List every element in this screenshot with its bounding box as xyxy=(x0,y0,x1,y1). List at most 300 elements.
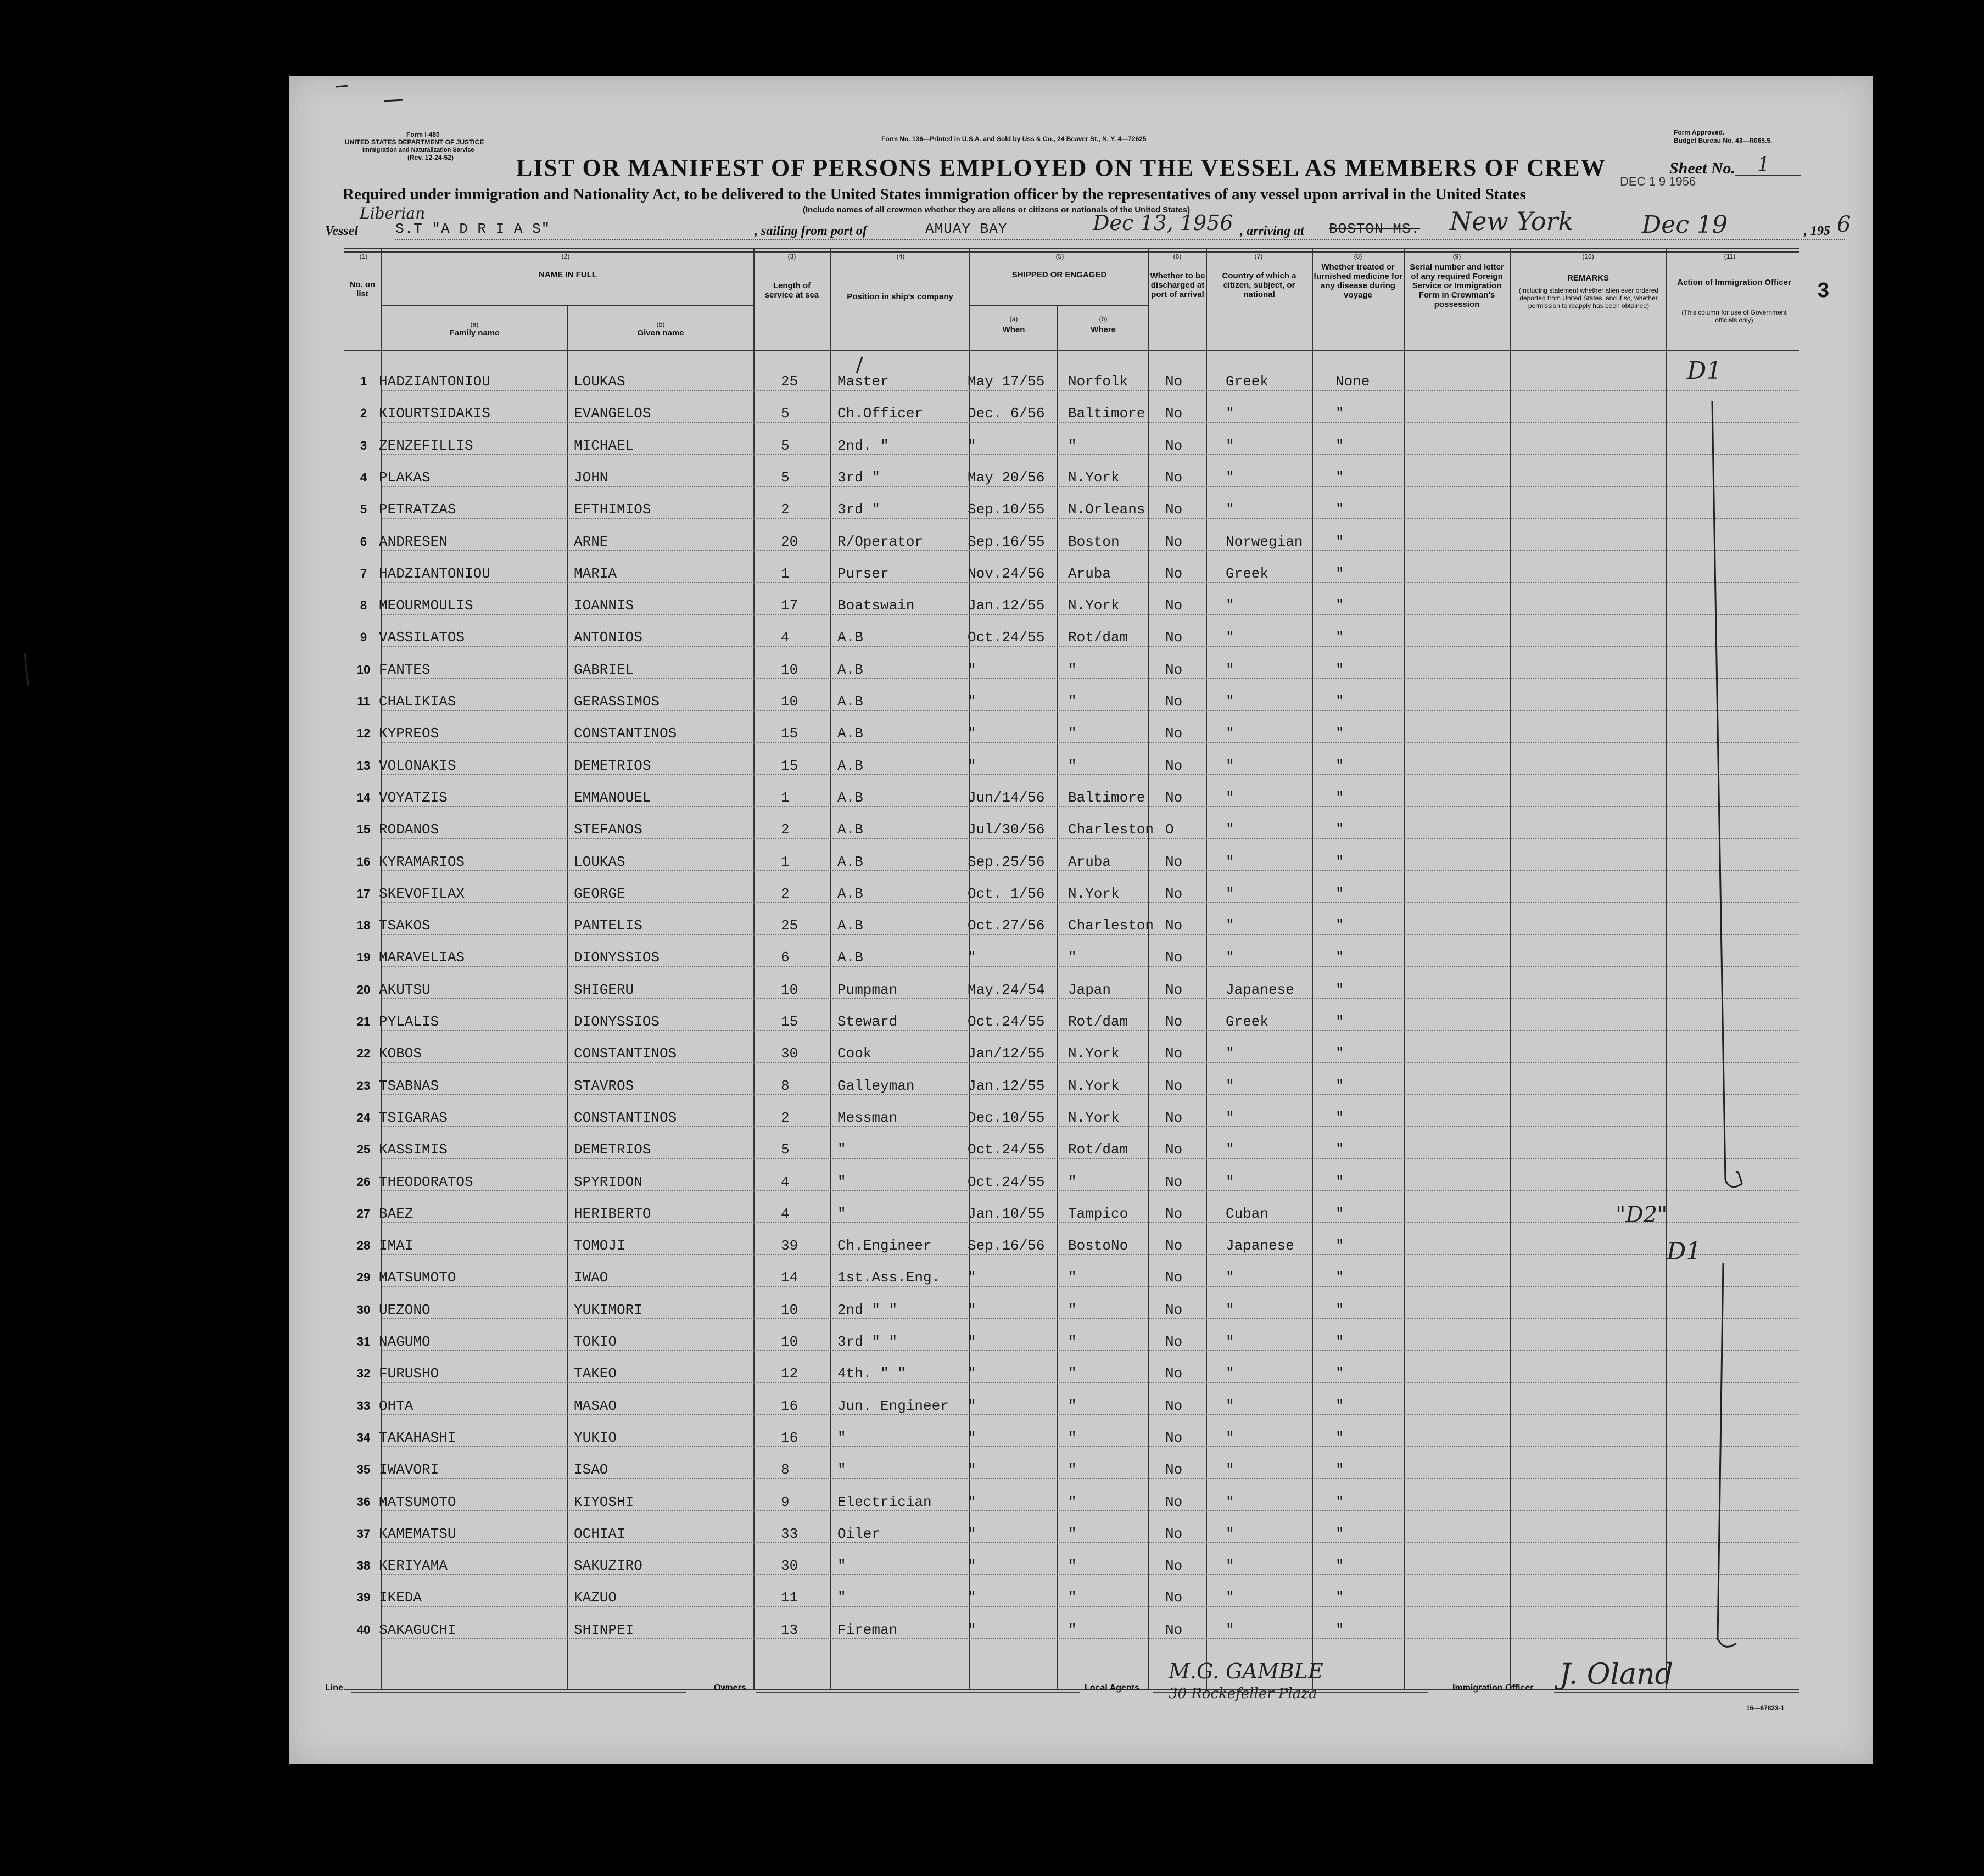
row-number: 29 xyxy=(356,1270,371,1284)
cell-given: GABRIEL xyxy=(574,662,634,678)
cell-length: 16 xyxy=(781,1398,798,1414)
footer-owners-label: Owners xyxy=(714,1683,746,1693)
cell-where: Aruba xyxy=(1068,854,1111,870)
printer-line: Form No. 136—Printed in U.S.A. and Sold by Uss & Co., 24 Beaver St., N. Y. 4—72625 xyxy=(881,135,1147,143)
footer-form-code: 16—67823-1 xyxy=(1746,1704,1785,1712)
cell-position: Oiler xyxy=(837,1526,881,1542)
cell-length: 15 xyxy=(781,1013,798,1030)
cell-treated: " xyxy=(1335,629,1344,646)
cell-treated: None xyxy=(1335,373,1370,390)
scribble-top-left-1 xyxy=(336,86,348,87)
cell-given: OCHIAI xyxy=(574,1526,625,1542)
cell-discharge: No xyxy=(1165,1206,1183,1222)
footer-owners-rule xyxy=(756,1692,1080,1693)
cell-discharge: No xyxy=(1165,917,1183,934)
cell-when: " xyxy=(968,725,976,742)
header-given-name: Given name xyxy=(637,328,684,338)
cell-given: LOUKAS xyxy=(574,373,625,390)
row-number: 12 xyxy=(356,726,371,740)
cell-discharge: No xyxy=(1165,597,1183,614)
footer-agents-label: Local Agents xyxy=(1085,1683,1139,1693)
cell-country: " xyxy=(1226,1334,1234,1350)
cell-given: SPYRIDON xyxy=(574,1174,642,1190)
cell-country: " xyxy=(1226,597,1234,614)
cell-treated: " xyxy=(1335,1078,1344,1094)
cell-given: DIONYSSIOS xyxy=(574,949,660,966)
cell-treated: " xyxy=(1335,534,1344,550)
cell-length: 2 xyxy=(781,501,790,518)
cell-country: " xyxy=(1226,1430,1234,1446)
cell-discharge: O xyxy=(1165,821,1174,838)
cell-length: 17 xyxy=(781,597,798,614)
cell-where: " xyxy=(1068,725,1077,742)
cell-given: PANTELIS xyxy=(574,917,642,934)
cell-position: Electrician xyxy=(837,1494,932,1510)
cell-where: N.York xyxy=(1068,1078,1120,1094)
cell-when: " xyxy=(968,1302,976,1318)
cell-length: 11 xyxy=(781,1589,798,1606)
include-note: (Include names of all crewmen whether they are aliens or citizens or nationals of the United States) xyxy=(803,205,1191,215)
cell-given: TAKEO xyxy=(574,1365,617,1382)
cell-given: ARNE xyxy=(574,534,608,550)
cell-position: Fireman xyxy=(837,1622,898,1638)
row-number: 35 xyxy=(356,1463,371,1476)
row-number: 32 xyxy=(356,1367,371,1380)
cell-family: FANTES xyxy=(379,662,431,678)
cell-discharge: No xyxy=(1165,1269,1183,1286)
cell-length: 13 xyxy=(781,1622,798,1638)
cell-where: N.York xyxy=(1068,597,1120,614)
cell-treated: " xyxy=(1335,438,1344,454)
cell-discharge: No xyxy=(1165,949,1183,966)
scribble-top-left-2 xyxy=(384,100,403,101)
cell-when: Sep.25/56 xyxy=(968,854,1045,870)
cell-position: 4th. " " xyxy=(837,1365,906,1382)
cell-country: " xyxy=(1226,501,1234,518)
cell-where: " xyxy=(1068,949,1077,966)
cell-family: KERIYAMA xyxy=(379,1558,448,1574)
cell-treated: " xyxy=(1335,597,1344,614)
cell-given: MASAO xyxy=(574,1398,617,1414)
header-no-on-list: No. on list xyxy=(349,280,376,299)
cell-where: N.York xyxy=(1068,1110,1120,1126)
row-number: 26 xyxy=(356,1175,371,1189)
cell-treated: " xyxy=(1335,1494,1344,1510)
cell-country: Japanese xyxy=(1226,1237,1294,1254)
cell-discharge: No xyxy=(1165,405,1183,422)
row-number: 17 xyxy=(356,887,371,900)
checkmark-stroke xyxy=(857,357,862,373)
cell-where: " xyxy=(1068,662,1077,678)
cell-position: R/Operator xyxy=(837,534,924,550)
cell-when: May.24/54 xyxy=(968,982,1045,998)
sailing-date: Dec 13, 1956 xyxy=(1093,211,1233,235)
vessel-name: S.T "A D R I A S" xyxy=(395,221,551,237)
header-position: Position in ship's company xyxy=(847,292,953,301)
cell-position: " xyxy=(837,1141,846,1158)
cell-discharge: No xyxy=(1165,1589,1183,1606)
cell-country: " xyxy=(1226,1494,1234,1510)
cell-given: CONSTANTINOS xyxy=(574,725,677,742)
cell-length: 5 xyxy=(781,469,790,486)
cell-country: " xyxy=(1226,949,1234,966)
cell-position: " xyxy=(837,1206,846,1222)
cell-length: 10 xyxy=(781,1334,798,1350)
cell-when: " xyxy=(968,949,976,966)
cell-discharge: No xyxy=(1165,1110,1183,1126)
action-bracket-2 xyxy=(1718,1263,1723,1639)
cell-given: GEORGE xyxy=(574,886,625,902)
row-number: 36 xyxy=(356,1495,371,1509)
cell-position: Master xyxy=(837,373,889,390)
row-number: 21 xyxy=(356,1015,371,1028)
col-num-8: (8) xyxy=(1354,253,1362,260)
cell-position: " xyxy=(837,1174,846,1190)
cell-family: AKUTSU xyxy=(379,982,431,998)
cell-where: Baltimore xyxy=(1068,789,1145,806)
cell-when: " xyxy=(968,1398,976,1414)
cell-treated: " xyxy=(1335,725,1344,742)
cell-discharge: No xyxy=(1165,1078,1183,1094)
cell-treated: " xyxy=(1335,565,1344,582)
flag-handwritten: Liberian xyxy=(360,204,426,222)
cell-family: MARAVELIAS xyxy=(379,949,465,966)
cell-treated: " xyxy=(1335,982,1344,998)
cell-length: 33 xyxy=(781,1526,798,1542)
vessel-label: Vessel xyxy=(325,224,358,238)
cell-position: 3rd " xyxy=(837,469,881,486)
row-number: 16 xyxy=(356,855,371,869)
cell-family: KAMEMATSU xyxy=(379,1526,456,1542)
sailing-label: , sailing from port of xyxy=(755,224,867,238)
cell-given: MICHAEL xyxy=(574,438,634,454)
row-number: 20 xyxy=(356,983,371,996)
header-action: Action of Immigration Officer xyxy=(1677,278,1791,287)
cell-country: " xyxy=(1226,1398,1234,1414)
cell-country: " xyxy=(1226,1461,1234,1478)
footer-officer-rule xyxy=(1554,1692,1799,1693)
header-discharged: Whether to be discharged at port of arrival xyxy=(1150,271,1205,299)
cell-position: 3rd " " xyxy=(837,1334,898,1350)
cell-country: " xyxy=(1226,854,1234,870)
cell-country: " xyxy=(1226,725,1234,742)
row-number: 33 xyxy=(356,1399,371,1413)
cell-given: EFTHIMIOS xyxy=(574,501,651,518)
cell-country: " xyxy=(1226,1589,1234,1606)
cell-treated: " xyxy=(1335,1045,1344,1062)
cell-country: Cuban xyxy=(1226,1206,1269,1222)
cell-discharge: No xyxy=(1165,1461,1183,1478)
cell-given: JOHN xyxy=(574,469,608,486)
cell-given: YUKIMORI xyxy=(574,1302,642,1318)
col-num-1: (1) xyxy=(359,253,368,260)
cell-when: Oct.27/56 xyxy=(968,917,1045,934)
cell-when: " xyxy=(968,1526,976,1542)
cell-family: KYRAMARIOS xyxy=(379,854,465,870)
cell-length: 2 xyxy=(781,886,790,902)
cell-position: A.B xyxy=(837,758,863,774)
row-number: 11 xyxy=(357,695,370,708)
cell-country: Japanese xyxy=(1226,982,1294,998)
cell-country: Norwegian xyxy=(1226,534,1303,550)
cell-treated: " xyxy=(1335,1461,1344,1478)
cell-position: A.B xyxy=(837,886,863,902)
cell-where: " xyxy=(1068,1461,1077,1478)
cell-when: " xyxy=(968,1622,976,1638)
row-number: 7 xyxy=(360,567,367,580)
cell-position: A.B xyxy=(837,693,863,710)
cell-where: " xyxy=(1068,1398,1077,1414)
action-mark-r1-mid: D1 xyxy=(1667,1237,1702,1265)
cell-where: " xyxy=(1068,1558,1077,1574)
cell-family: MEOURMOULIS xyxy=(379,597,473,614)
header-name-in-full: NAME IN FULL xyxy=(539,270,597,279)
cell-discharge: No xyxy=(1165,758,1183,774)
cell-discharge: No xyxy=(1165,1334,1183,1350)
cell-given: GERASSIMOS xyxy=(574,693,660,710)
header-remarks-note: (Including statement whether alien ever ordered deported from United States, and if so, whether permission to reapply has been obtained) xyxy=(1518,287,1659,310)
cell-where: N.Orleans xyxy=(1068,501,1145,518)
received-stamp: DEC 1 9 1956 xyxy=(1620,175,1696,188)
cell-when: Sep.10/55 xyxy=(968,501,1045,518)
cell-family: HADZIANTONIOU xyxy=(379,373,490,390)
cell-country: " xyxy=(1226,1141,1234,1158)
cell-country: " xyxy=(1226,1269,1234,1286)
cell-discharge: No xyxy=(1165,1045,1183,1062)
subtitle: Required under immigration and Nationality Act, to be delivered to the United States immigration officer by the representatives of any vessel upon arrival in the United States xyxy=(343,186,1526,203)
cell-when: Jan.12/55 xyxy=(968,597,1045,614)
cell-position: A.B xyxy=(837,725,863,742)
cell-given: EVANGELOS xyxy=(574,405,651,422)
cell-country: Greek xyxy=(1226,565,1269,582)
row-number: 6 xyxy=(360,535,367,548)
cell-treated: " xyxy=(1335,1174,1344,1190)
cell-where: Rot/dam xyxy=(1068,1141,1128,1158)
cell-treated: " xyxy=(1335,501,1344,518)
col-num-9: (9) xyxy=(1452,253,1461,260)
header-country: Country of which a citizen, subject, or national xyxy=(1222,271,1296,299)
cell-position: Messman xyxy=(837,1110,898,1126)
cell-country: Greek xyxy=(1226,1013,1269,1030)
cell-family: PLAKAS xyxy=(379,469,431,486)
cell-when: Oct. 1/56 xyxy=(968,886,1045,902)
form-id: Form I-480 xyxy=(406,131,440,138)
cell-discharge: No xyxy=(1165,662,1183,678)
cell-treated: " xyxy=(1335,949,1344,966)
cell-position: Purser xyxy=(837,565,889,582)
cell-given: ISAO xyxy=(574,1461,608,1478)
cell-family: TSAKOS xyxy=(379,917,431,934)
cell-where: " xyxy=(1068,693,1077,710)
cell-country: " xyxy=(1226,789,1234,806)
cell-treated: " xyxy=(1335,1334,1344,1350)
cell-length: 25 xyxy=(781,917,798,934)
arriving-port: New York xyxy=(1450,206,1574,236)
cell-treated: " xyxy=(1335,1237,1344,1254)
row-number: 37 xyxy=(356,1527,371,1541)
cell-length: 14 xyxy=(781,1269,798,1286)
cell-when: Oct.24/55 xyxy=(968,1174,1045,1190)
cell-discharge: No xyxy=(1165,1558,1183,1574)
cell-treated: " xyxy=(1335,1141,1344,1158)
cell-length: 30 xyxy=(781,1045,798,1062)
cell-when: " xyxy=(968,662,976,678)
cell-position: A.B xyxy=(837,629,863,646)
cell-length: 10 xyxy=(781,982,798,998)
action-mark-r2: "D2" xyxy=(1616,1202,1668,1228)
cell-family: HADZIANTONIOU xyxy=(379,565,490,582)
cell-position: Jun. Engineer xyxy=(837,1398,949,1414)
cell-family: RODANOS xyxy=(379,821,439,838)
cell-where: Rot/dam xyxy=(1068,1013,1128,1030)
cell-family: OHTA xyxy=(379,1398,413,1414)
cell-position: " xyxy=(837,1558,846,1574)
cell-when: " xyxy=(968,438,976,454)
cell-position: Galleyman xyxy=(837,1078,915,1094)
cell-given: STAVROS xyxy=(574,1078,634,1094)
cell-when: Dec. 6/56 xyxy=(968,405,1045,422)
cell-length: 4 xyxy=(781,1206,790,1222)
cell-family: IWAVORI xyxy=(379,1461,439,1478)
header-family-name: Family name xyxy=(449,328,500,338)
cell-where: " xyxy=(1068,758,1077,774)
cell-where: " xyxy=(1068,1334,1077,1350)
row-number: 1 xyxy=(360,374,367,388)
row-number: 39 xyxy=(356,1591,371,1604)
row-number: 22 xyxy=(356,1046,371,1060)
row-number: 3 xyxy=(360,439,367,452)
cell-length: 6 xyxy=(781,949,790,966)
cell-given: CONSTANTINOS xyxy=(574,1110,677,1126)
cell-when: Oct.24/55 xyxy=(968,1141,1045,1158)
row-number: 15 xyxy=(356,822,371,836)
cell-treated: " xyxy=(1335,469,1344,486)
cell-when: Sep.16/55 xyxy=(968,534,1045,550)
cell-when: " xyxy=(968,1461,976,1478)
cell-given: SAKUZIRO xyxy=(574,1558,642,1574)
cell-treated: " xyxy=(1335,789,1344,806)
cell-position: 3rd " xyxy=(837,501,881,518)
cell-where: " xyxy=(1068,1365,1077,1382)
cell-length: 25 xyxy=(781,373,798,390)
cell-where: " xyxy=(1068,1430,1077,1446)
cell-given: SHINPEI xyxy=(574,1622,634,1638)
header-length: Length of service at sea xyxy=(764,281,819,300)
sheet-label: Sheet No. xyxy=(1669,159,1735,177)
cell-country: " xyxy=(1226,1558,1234,1574)
cell-family: FURUSHO xyxy=(379,1365,439,1382)
cell-country: " xyxy=(1226,438,1234,454)
cell-discharge: No xyxy=(1165,1398,1183,1414)
cell-given: STEFANOS xyxy=(574,821,642,838)
row-number: 38 xyxy=(356,1559,371,1572)
header-where-b: (b) xyxy=(1099,315,1108,323)
cell-length: 2 xyxy=(781,1110,790,1126)
action-bracket-2-hook xyxy=(1718,1639,1736,1647)
cell-position: Ch.Engineer xyxy=(837,1237,932,1254)
cell-treated: " xyxy=(1335,1269,1344,1286)
action-bracket-1 xyxy=(1712,401,1725,1180)
cell-country: " xyxy=(1226,758,1234,774)
approved-line2: Budget Bureau No. 43—R065.5. xyxy=(1674,137,1773,144)
cell-family: VOLONAKIS xyxy=(379,758,456,774)
row-number: 4 xyxy=(360,471,367,484)
dept-line1: UNITED STATES DEPARTMENT OF JUSTICE xyxy=(345,138,484,146)
cell-discharge: No xyxy=(1165,1365,1183,1382)
cell-length: 15 xyxy=(781,758,798,774)
cell-when: Oct.24/55 xyxy=(968,629,1045,646)
cell-where: " xyxy=(1068,1589,1077,1606)
cell-discharge: No xyxy=(1165,1013,1183,1030)
cell-treated: " xyxy=(1335,1430,1344,1446)
header-when-a: (a) xyxy=(1009,315,1018,323)
col-num-7: (7) xyxy=(1254,253,1263,260)
approved-line1: Form Approved. xyxy=(1674,128,1725,136)
cell-length: 12 xyxy=(781,1365,798,1382)
cell-length: 8 xyxy=(781,1461,790,1478)
cell-length: 10 xyxy=(781,693,798,710)
cell-when: Nov.24/56 xyxy=(968,565,1045,582)
scribble-left-margin xyxy=(25,653,28,686)
cell-length: 5 xyxy=(781,405,790,422)
cell-family: MATSUMOTO xyxy=(379,1269,456,1286)
cell-discharge: No xyxy=(1165,1494,1183,1510)
cell-country: " xyxy=(1226,917,1234,934)
cell-family: UEZONO xyxy=(379,1302,431,1318)
cell-family: KOBOS xyxy=(379,1045,422,1062)
cell-position: A.B xyxy=(837,662,863,678)
action-mark-r1-top: D1 xyxy=(1687,357,1722,385)
cell-when: Jan/12/55 xyxy=(968,1045,1045,1062)
dept-line2: Immigration and Naturalization Service xyxy=(362,147,474,153)
cell-when: Jun/14/56 xyxy=(968,789,1045,806)
cell-discharge: No xyxy=(1165,565,1183,582)
cell-given: CONSTANTINOS xyxy=(574,1045,677,1062)
cell-treated: " xyxy=(1335,886,1344,902)
cell-given: SHIGERU xyxy=(574,982,634,998)
col-num-2: (2) xyxy=(561,253,570,260)
col-num-6: (6) xyxy=(1173,253,1182,260)
cell-length: 20 xyxy=(781,534,798,550)
cell-country: " xyxy=(1226,1110,1234,1126)
cell-when: Oct.24/55 xyxy=(968,1013,1045,1030)
cell-where: " xyxy=(1068,1622,1077,1638)
cell-when: Jan.10/55 xyxy=(968,1206,1045,1222)
header-when: When xyxy=(1002,325,1025,334)
cell-length: 15 xyxy=(781,725,798,742)
cell-when: " xyxy=(968,1269,976,1286)
cell-given: YUKIO xyxy=(574,1430,617,1446)
cell-family: SAKAGUCHI xyxy=(379,1622,456,1638)
dept-line3: (Rev. 12-24-52) xyxy=(407,154,454,161)
cell-given: DEMETRIOS xyxy=(574,758,651,774)
cell-family: KIOURTSIDAKIS xyxy=(379,405,490,422)
cell-when: " xyxy=(968,1494,976,1510)
cell-family: TSIGARAS xyxy=(379,1110,448,1126)
cell-position: Boatswain xyxy=(837,597,915,614)
row-number: 13 xyxy=(356,759,371,772)
cell-treated: " xyxy=(1335,1558,1344,1574)
col-num-10: (10) xyxy=(1582,253,1594,260)
cell-treated: " xyxy=(1335,1622,1344,1638)
cell-when: Dec.10/55 xyxy=(968,1110,1045,1126)
sheet-no: 1 xyxy=(1757,154,1770,176)
cell-given: IWAO xyxy=(574,1269,608,1286)
cell-given: HERIBERTO xyxy=(574,1206,651,1222)
cell-country: " xyxy=(1226,1174,1234,1190)
cell-given: MARIA xyxy=(574,565,617,582)
cell-position: " xyxy=(837,1430,846,1446)
